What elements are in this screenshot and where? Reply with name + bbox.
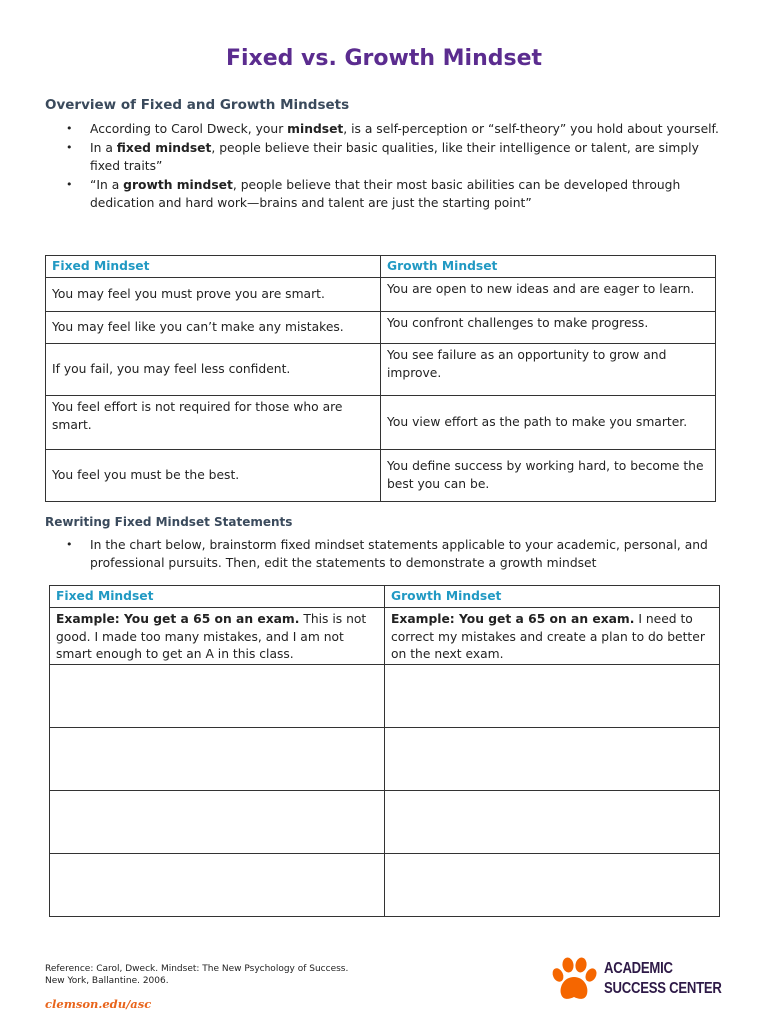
paw-icon xyxy=(550,957,598,1003)
growth-cell: You see failure as an opportunity to grow and improve. xyxy=(381,344,716,396)
overview-list xyxy=(45,120,725,213)
fixed-cell: You feel effort is not required for those who are smart. xyxy=(46,396,381,450)
comparison-table xyxy=(45,255,716,502)
growth-cell: You define success by working hard, to become the best you can be. xyxy=(381,450,716,502)
blank-fixed-cell[interactable] xyxy=(50,728,385,791)
example-growth-cell: Example: You get a 65 on an exam. I need to correct my mistakes and create a plan to do better on the next exam. xyxy=(385,608,720,665)
blank-fixed-cell[interactable] xyxy=(50,791,385,854)
example-fixed-cell: Example: You get a 65 on an exam. This is not good. I made too many mistakes, and I am not smart enough to get an A in this class. xyxy=(50,608,385,665)
table-row xyxy=(46,344,716,396)
blank-growth-cell[interactable] xyxy=(385,728,720,791)
example-row xyxy=(50,608,720,665)
fixed-cell: You feel you must be the best. xyxy=(46,450,381,502)
table-header-row xyxy=(46,256,716,278)
table-header-row xyxy=(50,586,720,608)
growth-cell: You view effort as the path to make you smarter. xyxy=(381,396,716,450)
fixed-cell: You may feel like you can’t make any mistakes. xyxy=(46,312,381,344)
blank-row xyxy=(50,728,720,791)
growth-cell: You confront challenges to make progress. xyxy=(381,312,716,344)
reference-note: Reference: Carol, Dweck. Mindset: The New Psychology of Success. New York, Ballantine. 2006. xyxy=(45,964,349,986)
table-row xyxy=(46,312,716,344)
table-row xyxy=(46,450,716,502)
table-row xyxy=(46,396,716,450)
blank-growth-cell[interactable] xyxy=(385,665,720,728)
blank-fixed-cell[interactable] xyxy=(50,854,385,917)
column-header-growth: Growth Mindset xyxy=(381,256,716,278)
blank-growth-cell[interactable] xyxy=(385,854,720,917)
blank-row xyxy=(50,854,720,917)
worksheet-table xyxy=(49,585,720,917)
website-link[interactable]: clemson.edu/asc xyxy=(45,997,152,1011)
blank-row xyxy=(50,665,720,728)
growth-cell: You are open to new ideas and are eager to learn. xyxy=(381,278,716,312)
blank-fixed-cell[interactable] xyxy=(50,665,385,728)
rewriting-list xyxy=(45,536,725,573)
page-title: Fixed vs. Growth Mindset xyxy=(225,46,543,71)
column-header-fixed: Fixed Mindset xyxy=(50,586,385,608)
column-header-fixed: Fixed Mindset xyxy=(46,256,381,278)
blank-row xyxy=(50,791,720,854)
list-item: • In the chart below, brainstorm fixed mindset statements applicable to your academic, personal, and professional pursuits. Then, edit the statements to demonstrate a growth mindset xyxy=(45,536,725,572)
fixed-cell: If you fail, you may feel less confident. xyxy=(46,344,381,396)
overview-heading: Overview of Fixed and Growth Mindsets xyxy=(45,97,350,113)
column-header-growth: Growth Mindset xyxy=(385,586,720,608)
fixed-cell: You may feel you must prove you are smart. xyxy=(46,278,381,312)
blank-growth-cell[interactable] xyxy=(385,791,720,854)
rewriting-heading: Rewriting Fixed Mindset Statements xyxy=(45,515,293,529)
list-item: • According to Carol Dweck, your mindset, is a self-perception or “self-theory” you hold about yourself. xyxy=(45,120,725,138)
list-item: • In a fixed mindset, people believe their basic qualities, like their intelligence or talent, are simply fixed traits” xyxy=(45,139,725,175)
table-row xyxy=(46,278,716,312)
list-item: • “In a growth mindset, people believe that their most basic abilities can be developed through dedication and hard work—brains and talent are just the starting point” xyxy=(45,176,725,212)
logo-text: ACADEMIC SUCCESS CENTER xyxy=(604,960,722,997)
academic-success-center-logo xyxy=(550,955,720,1005)
